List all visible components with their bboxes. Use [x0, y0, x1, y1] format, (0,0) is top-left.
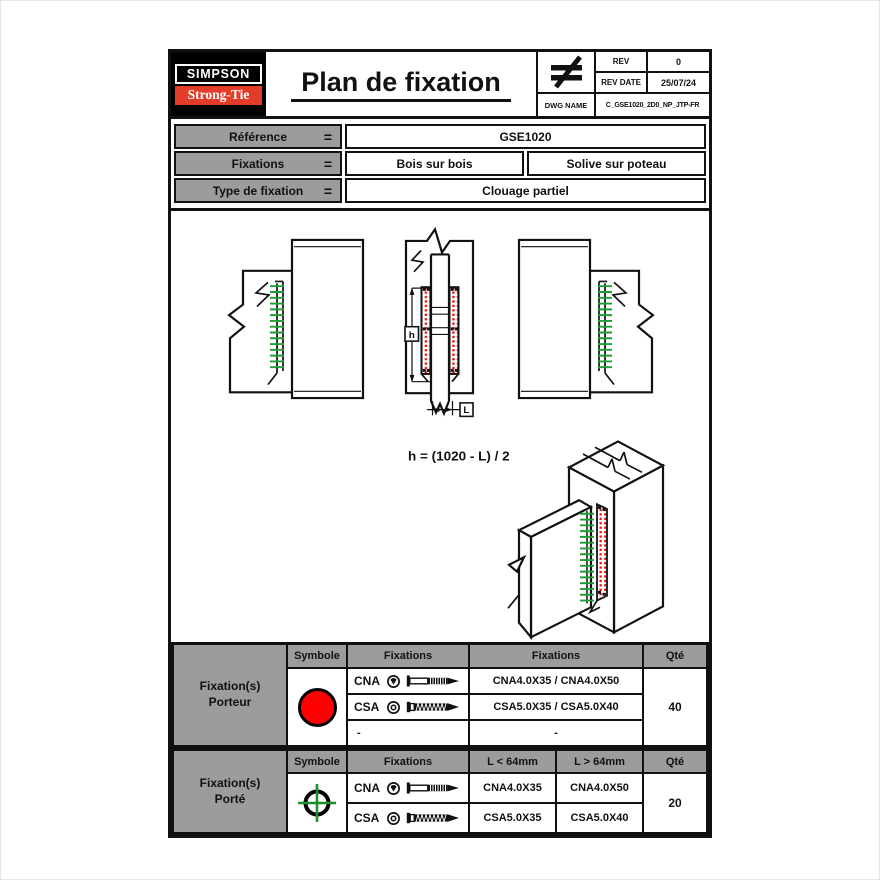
side-view-right [519, 240, 653, 398]
porte-csa-short: CSA5.0X35 [470, 804, 555, 832]
info-row-reference [174, 124, 706, 149]
fastener-code-cna: CNA [354, 781, 380, 795]
table-fixations-porteur [171, 642, 709, 748]
fixations-label [174, 151, 342, 176]
csa-head-icon [386, 811, 401, 826]
dwg-name-value: C_GSE1020_2D0_NP_JTP-FR [596, 94, 709, 116]
porte-qty-value: 20 [644, 774, 706, 832]
porte-label-line1: Fixation(s) [199, 775, 261, 790]
cna-head-icon [386, 674, 401, 689]
front-view-center [405, 229, 473, 416]
porteur-label-line1: Fixation(s) [199, 679, 261, 694]
porteur-cna-value: CNA4.0X35 / CNA4.0X50 [470, 669, 642, 693]
porteur-row-csa [348, 695, 468, 719]
logo-strongtie-text: Strong-Tie [175, 86, 262, 105]
porteur-row-label [174, 645, 286, 745]
fastener-code-csa: CSA [354, 700, 380, 714]
info-row-type [174, 178, 706, 203]
type-fixation-value: Clouage partiel [345, 178, 706, 203]
porte-row-cna [348, 774, 468, 802]
reference-value: GSE1020 [345, 124, 706, 149]
equals-sign: = [323, 155, 332, 172]
porte-symbol-cell [288, 774, 346, 832]
title-block [171, 52, 709, 119]
technical-drawing-area [171, 211, 709, 642]
csa-head-icon [386, 700, 401, 715]
crosshair-symbol [295, 781, 339, 825]
not-equal-icon [538, 52, 596, 94]
title-area [266, 52, 536, 116]
height-formula: h = (1020 - L) / 2 [408, 448, 510, 464]
cna-head-icon [386, 781, 401, 796]
equals-sign: = [323, 182, 332, 199]
porteur-row-dash: - [348, 721, 468, 745]
porteur-qty-value: 40 [644, 669, 706, 745]
table-fixations-porte [171, 748, 709, 835]
porteur-header-symbole: Symbole [288, 645, 346, 667]
porte-header-qty: Qté [644, 751, 706, 772]
rev-label: REV [596, 52, 648, 73]
porteur-row-cna [348, 669, 468, 693]
porteur-label-line2: Porteur [208, 695, 252, 709]
fixations-label-text: Fixations [231, 156, 285, 171]
csa-screw-icon [406, 700, 460, 714]
porte-header-symbole: Symbole [288, 751, 346, 772]
fixations-value-1: Bois sur bois [345, 151, 524, 176]
porte-header-l-short: L < 64mm [470, 751, 555, 772]
porte-csa-long: CSA5.0X40 [557, 804, 642, 832]
simpson-strongtie-logo [171, 52, 266, 116]
info-row-fixations [174, 151, 706, 176]
fastener-code-cna: CNA [354, 674, 380, 688]
porteur-header-fixations-1: Fixations [348, 645, 468, 667]
page-title: Plan de fixation [291, 67, 511, 102]
red-circle-symbol [298, 688, 337, 727]
porteur-header-fixations-2: Fixations [470, 645, 642, 667]
fastener-code-csa: CSA [354, 811, 380, 825]
porteur-header-qty: Qté [644, 645, 706, 667]
cna-nail-icon [406, 674, 460, 688]
equals-sign: = [323, 128, 332, 145]
logo-simpson-text: SIMPSON [175, 64, 262, 84]
rev-date-label: REV DATE [596, 73, 648, 94]
revision-block [536, 52, 709, 116]
porteur-csa-value: CSA5.0X35 / CSA5.0X40 [470, 695, 642, 719]
type-fixation-label [174, 178, 342, 203]
porte-row-label [174, 751, 286, 832]
porte-cna-long: CNA4.0X50 [557, 774, 642, 802]
fixations-value-2: Solive sur poteau [527, 151, 706, 176]
porte-header-l-long: L > 64mm [557, 751, 642, 772]
porte-header-fixations: Fixations [348, 751, 468, 772]
side-view-left [229, 240, 363, 398]
reference-label [174, 124, 342, 149]
dwg-name-label: DWG NAME [538, 94, 596, 116]
rev-value: 0 [648, 52, 709, 73]
porteur-dash-value: - [470, 721, 642, 745]
drawing-sheet [168, 49, 712, 838]
cna-nail-icon [406, 781, 460, 795]
csa-screw-icon [406, 811, 460, 825]
porte-cna-short: CNA4.0X35 [470, 774, 555, 802]
type-fixation-label-text: Type de fixation [212, 183, 304, 198]
svg-text:L: L [463, 405, 470, 416]
svg-text:h: h [408, 329, 415, 341]
reference-info [171, 119, 709, 211]
porte-label-line2: Porté [214, 791, 246, 806]
porteur-symbol-cell [288, 669, 346, 745]
isometric-view [508, 441, 663, 637]
porte-row-csa [348, 804, 468, 832]
rev-date-value: 25/07/24 [648, 73, 709, 94]
reference-label-text: Référence [228, 129, 288, 144]
technical-drawing [171, 211, 709, 642]
